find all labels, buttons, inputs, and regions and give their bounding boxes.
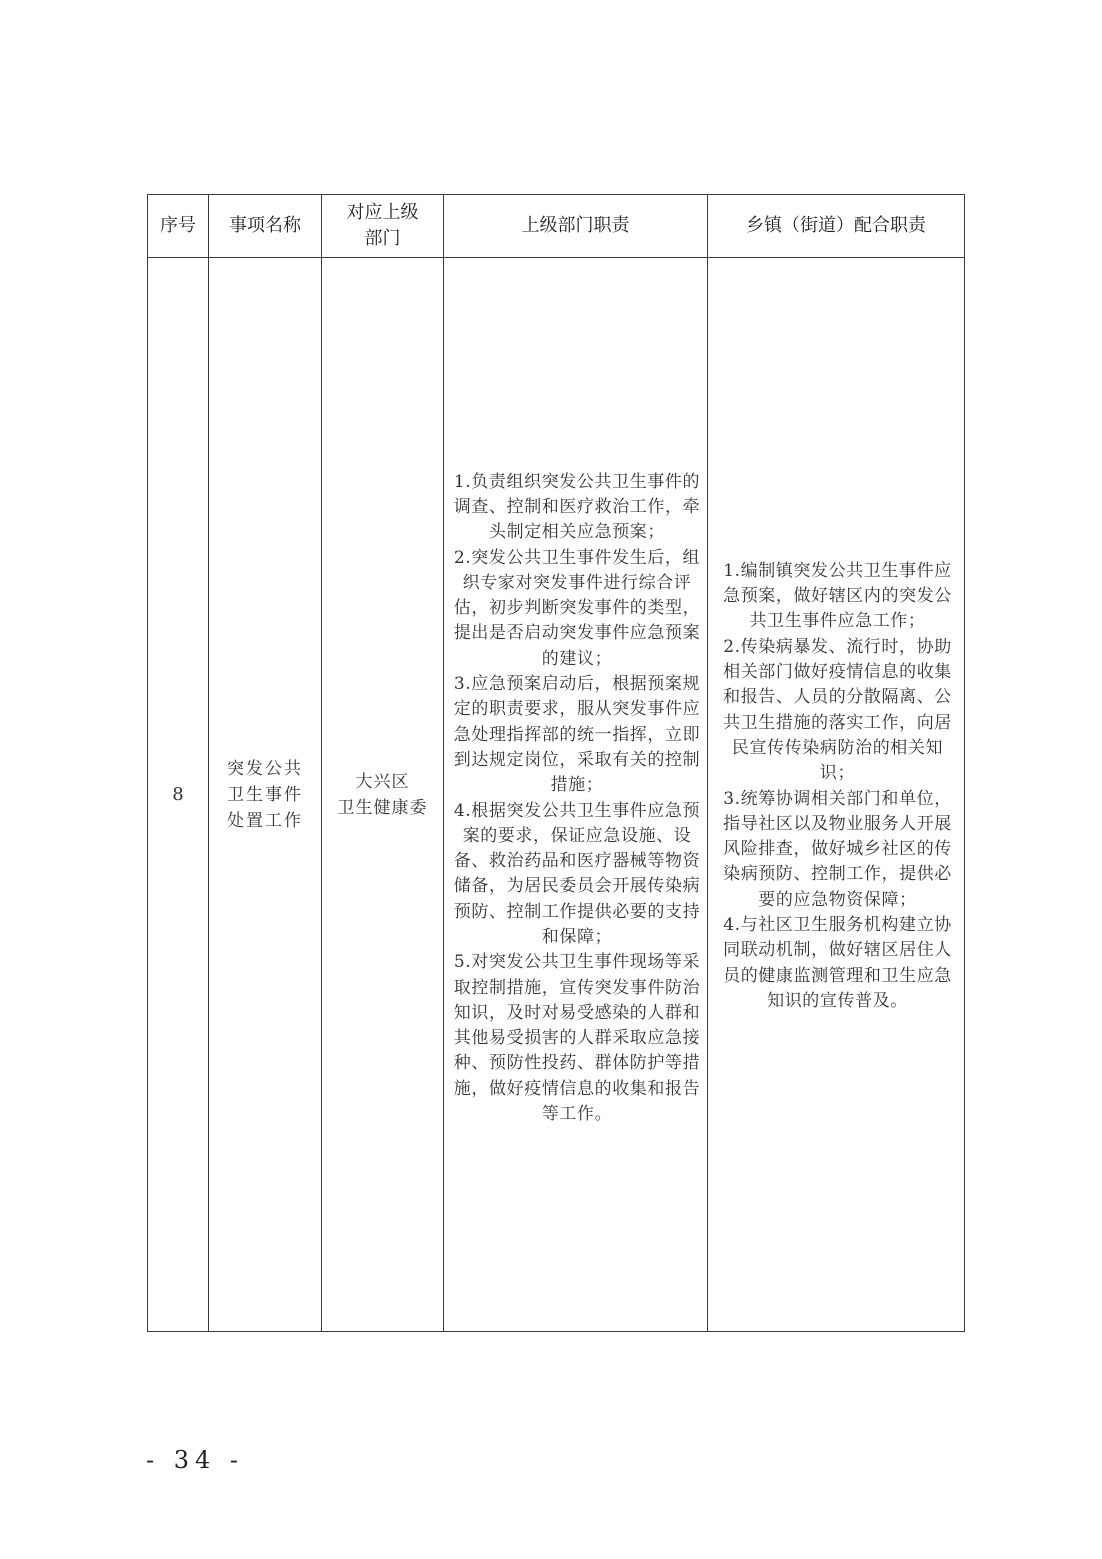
upper-duty-4: 4.根据突发公共卫生事件应急预案的要求，保证应急设施、设备、救治药品和医疗器械等物资储备，为居民委员会开展传染病预防、控制工作提供必要的支持和保障；	[453, 800, 701, 947]
responsibility-table	[147, 194, 965, 1332]
department-line-1: 大兴区	[355, 771, 410, 792]
table-header-row	[148, 195, 965, 258]
upper-duty-5: 5.对突发公共卫生事件现场等采取控制措施，宣传突发事件防治知识，及时对易受感染的人群和其他易受损害的人群采取应急接种、预防性投药、群体防护等措施，做好疫情信息的收集和报告等工作。	[453, 952, 701, 1125]
header-item-name: 事项名称	[209, 195, 322, 258]
item-name-line-1: 突发公共	[227, 758, 303, 779]
department-line-2: 卫生健康委	[337, 797, 428, 818]
header-department-line-1: 对应上级	[346, 202, 419, 223]
row-item-name	[209, 258, 322, 1332]
page-number: - 34 -	[146, 1446, 245, 1474]
header-index: 序号	[148, 195, 209, 258]
upper-duty-3: 3.应急预案启动后，根据预案规定的职责要求，服从突发事件应急处理指挥部的统一指挥，立即到达规定岗位，采取有关的控制措施；	[453, 674, 701, 796]
row-department	[322, 258, 444, 1332]
table-row	[148, 258, 965, 1332]
town-duty-1: 1.编制镇突发公共卫生事件应急预案，做好辖区内的突发公共卫生事件应急工作；	[723, 560, 952, 632]
item-name-line-3: 处置工作	[227, 810, 303, 831]
town-duty-4: 4.与社区卫生服务机构建立协同联动机制，做好辖区居住人员的健康监测管理和卫生应急知识的宣传普及。	[723, 914, 952, 1011]
header-upper-duties: 上级部门职责	[444, 195, 708, 258]
row-upper-duties	[444, 258, 708, 1332]
town-duty-3: 3.统筹协调相关部门和单位，指导社区以及物业服务人开展风险排查，做好城乡社区的传染病预防、控制工作，提供必要的应急物资保障；	[723, 788, 952, 910]
item-name-line-2: 卫生事件	[227, 784, 303, 805]
upper-duty-2: 2.突发公共卫生事件发生后，组织专家对突发事件进行综合评估，初步判断突发事件的类型，提出是否启动突发事件应急预案的建议；	[453, 547, 701, 669]
town-duty-2: 2.传染病暴发、流行时，协助相关部门做好疫情信息的收集和报告、人员的分散隔离、公共卫生措施的落实工作，向居民宣传传染病防治的相关知识；	[723, 636, 952, 784]
header-department	[322, 195, 444, 258]
row-town-duties	[708, 258, 965, 1332]
header-department-line-2: 部门	[364, 228, 401, 249]
header-town-duties: 乡镇（街道）配合职责	[708, 195, 965, 258]
upper-duty-1: 1.负责组织突发公共卫生事件的调查、控制和医疗救治工作，牵头制定相关应急预案；	[453, 471, 701, 543]
row-index: 8	[148, 258, 209, 1332]
